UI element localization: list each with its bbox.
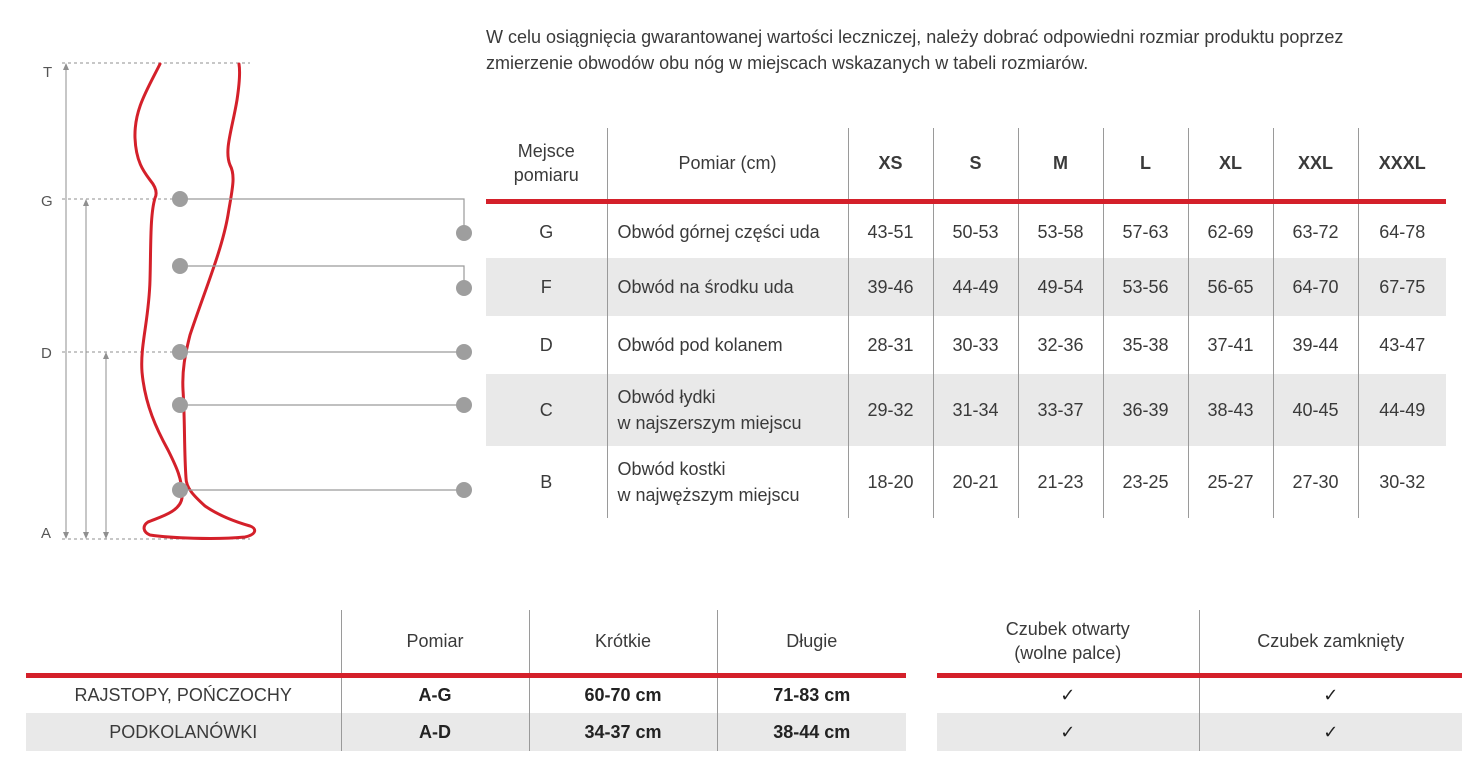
product-table-header [26,610,906,675]
row-value: 30-33 [933,316,1018,374]
header-open-toe [937,610,1199,675]
row-value: 39-44 [1273,316,1358,374]
height-label-g: G [41,193,53,210]
row-value: 56-65 [1188,258,1273,316]
row-value: 23-25 [1103,446,1188,518]
header-size-xs: XS [848,128,933,201]
header-place-line-1: Mejsce [517,141,575,162]
intro-line-2: zmierzenie obwodów obu nóg w miejscach wskazanych w tabeli rozmiarów. [486,53,1089,73]
header-size-l: L [1103,128,1188,201]
row-value: 18-20 [848,446,933,518]
row-point: B [540,472,553,492]
product-name: RAJSTOPY, POŃCZOCHY [74,684,292,705]
header-size-m: M [1018,128,1103,201]
header-open-line-1: Czubek otwarty [1005,619,1130,640]
leg-shape [135,64,255,538]
size-row-c [486,374,1446,446]
arrowhead [63,532,69,539]
row-point: G [539,221,554,242]
marker-b-leg [172,482,188,498]
row-description-line-2: w najszerszym miejscu [617,413,802,433]
leg-measurement-diagram [0,0,480,560]
connector-g [180,199,464,233]
header-product-type [26,610,341,675]
height-label-d: D [41,345,52,362]
row-point: D [539,335,553,355]
product-measure: A-D [341,713,529,751]
size-table-header [486,128,1446,201]
toe-table-header [937,610,1462,675]
row-description-line-1: Obwód kostki [617,459,726,479]
product-row-tights [26,675,906,713]
row-value: 20-21 [933,446,1018,518]
row-value: 31-34 [933,374,1018,446]
measurement-markers [172,191,472,498]
header-long: Długie [717,610,906,675]
header-measurement-place [486,128,607,201]
header-measure: Pomiar [341,610,529,675]
marker-g-leg [172,191,188,207]
size-table [486,128,1446,518]
row-description-line-1: Obwód pod kolanem [617,335,783,355]
size-row-d [486,316,1446,374]
check-icon: ✓ [1199,713,1462,751]
height-label-t: T [43,64,53,81]
row-value: 64-70 [1273,258,1358,316]
marker-c-table [456,397,472,413]
arrowhead [83,532,89,539]
row-value: 40-45 [1273,374,1358,446]
header-size-xxl: XXL [1273,128,1358,201]
row-description-line-1: Obwód górnej części uda [617,221,820,242]
row-description [607,258,848,316]
toe-type-table [937,610,1462,751]
header-size-xxxl: XXXL [1358,128,1446,201]
dimension-arrows [63,63,109,539]
row-value: 21-23 [1018,446,1103,518]
row-value: 37-41 [1188,316,1273,374]
arrowhead [103,532,109,539]
row-point: C [486,374,607,446]
intro-line-1: W celu osiągnięcia gwarantowanej wartości leczniczej, należy dobrać odpowiedni rozmiar produktu poprzez [486,27,1344,47]
row-value: 36-39 [1103,374,1188,446]
header-place-line-2: pomiaru [513,165,579,186]
header-open-line-2: (wolne palce) [1014,643,1122,664]
row-value: 39-46 [848,258,933,316]
product-measure: A-G [341,675,529,713]
row-value: 44-49 [933,258,1018,316]
product-name: PODKOLANÓWKI [26,713,341,751]
row-value: 44-49 [1358,374,1446,446]
header-size-xl: XL [1188,128,1273,201]
row-value: 35-38 [1103,316,1188,374]
connector-f [180,266,464,288]
marker-d-table [456,344,472,360]
check-icon: ✓ [1199,675,1462,713]
marker-f-table [456,280,472,296]
row-description [607,201,848,258]
arrowhead [63,63,69,70]
row-value: 30-32 [1358,446,1446,518]
row-value: 67-75 [1358,258,1446,316]
row-value: 29-32 [848,374,933,446]
marker-b-table [456,482,472,498]
product-row-knee-socks [26,713,906,751]
header-size-s: S [933,128,1018,201]
row-description [607,374,848,446]
row-value: 32-36 [1018,316,1103,374]
row-value: 28-31 [848,316,933,374]
row-value: 50-53 [933,201,1018,258]
row-value: 43-47 [1358,316,1446,374]
level-guides [62,63,250,539]
row-point: F [486,258,607,316]
marker-f-leg [172,258,188,274]
row-value: 43-51 [848,201,933,258]
row-description [607,316,848,374]
row-value: 63-72 [1273,201,1358,258]
header-measure: Pomiar (cm) [607,128,848,201]
header-closed-toe: Czubek zamknięty [1199,610,1462,675]
intro-text [486,24,1446,76]
row-value: 38-43 [1188,374,1273,446]
row-description-line-2: w najwęższym miejscu [617,485,800,505]
size-row-f [486,258,1446,316]
row-description-line-1: Obwód na środku uda [617,277,794,297]
row-value: 57-63 [1103,201,1188,258]
row-description-line-1: Obwód łydki [617,387,716,407]
row-value: 25-27 [1188,446,1273,518]
arrowhead [83,199,89,206]
product-length-table [26,610,906,751]
header-short: Krótkie [529,610,717,675]
row-value: 33-37 [1018,374,1103,446]
toe-row-tights [937,675,1462,713]
marker-c-leg [172,397,188,413]
toe-row-knee-socks [937,713,1462,751]
height-label-a: A [41,525,52,542]
row-description [607,446,848,518]
arrowhead [103,352,109,359]
marker-g-table [456,225,472,241]
product-long: 38-44 cm [717,713,906,751]
check-icon: ✓ [1060,684,1076,705]
product-long: 71-83 cm [717,675,906,713]
size-row-b [486,446,1446,518]
row-value: 53-58 [1018,201,1103,258]
size-row-g [486,201,1446,258]
row-value: 49-54 [1018,258,1103,316]
row-value: 27-30 [1273,446,1358,518]
marker-d-leg [172,344,188,360]
product-short: 34-37 cm [529,713,717,751]
row-value: 53-56 [1103,258,1188,316]
row-value: 64-78 [1358,201,1446,258]
row-value: 62-69 [1188,201,1273,258]
product-short: 60-70 cm [529,675,717,713]
leg-outline [135,64,255,538]
check-icon: ✓ [937,713,1199,751]
